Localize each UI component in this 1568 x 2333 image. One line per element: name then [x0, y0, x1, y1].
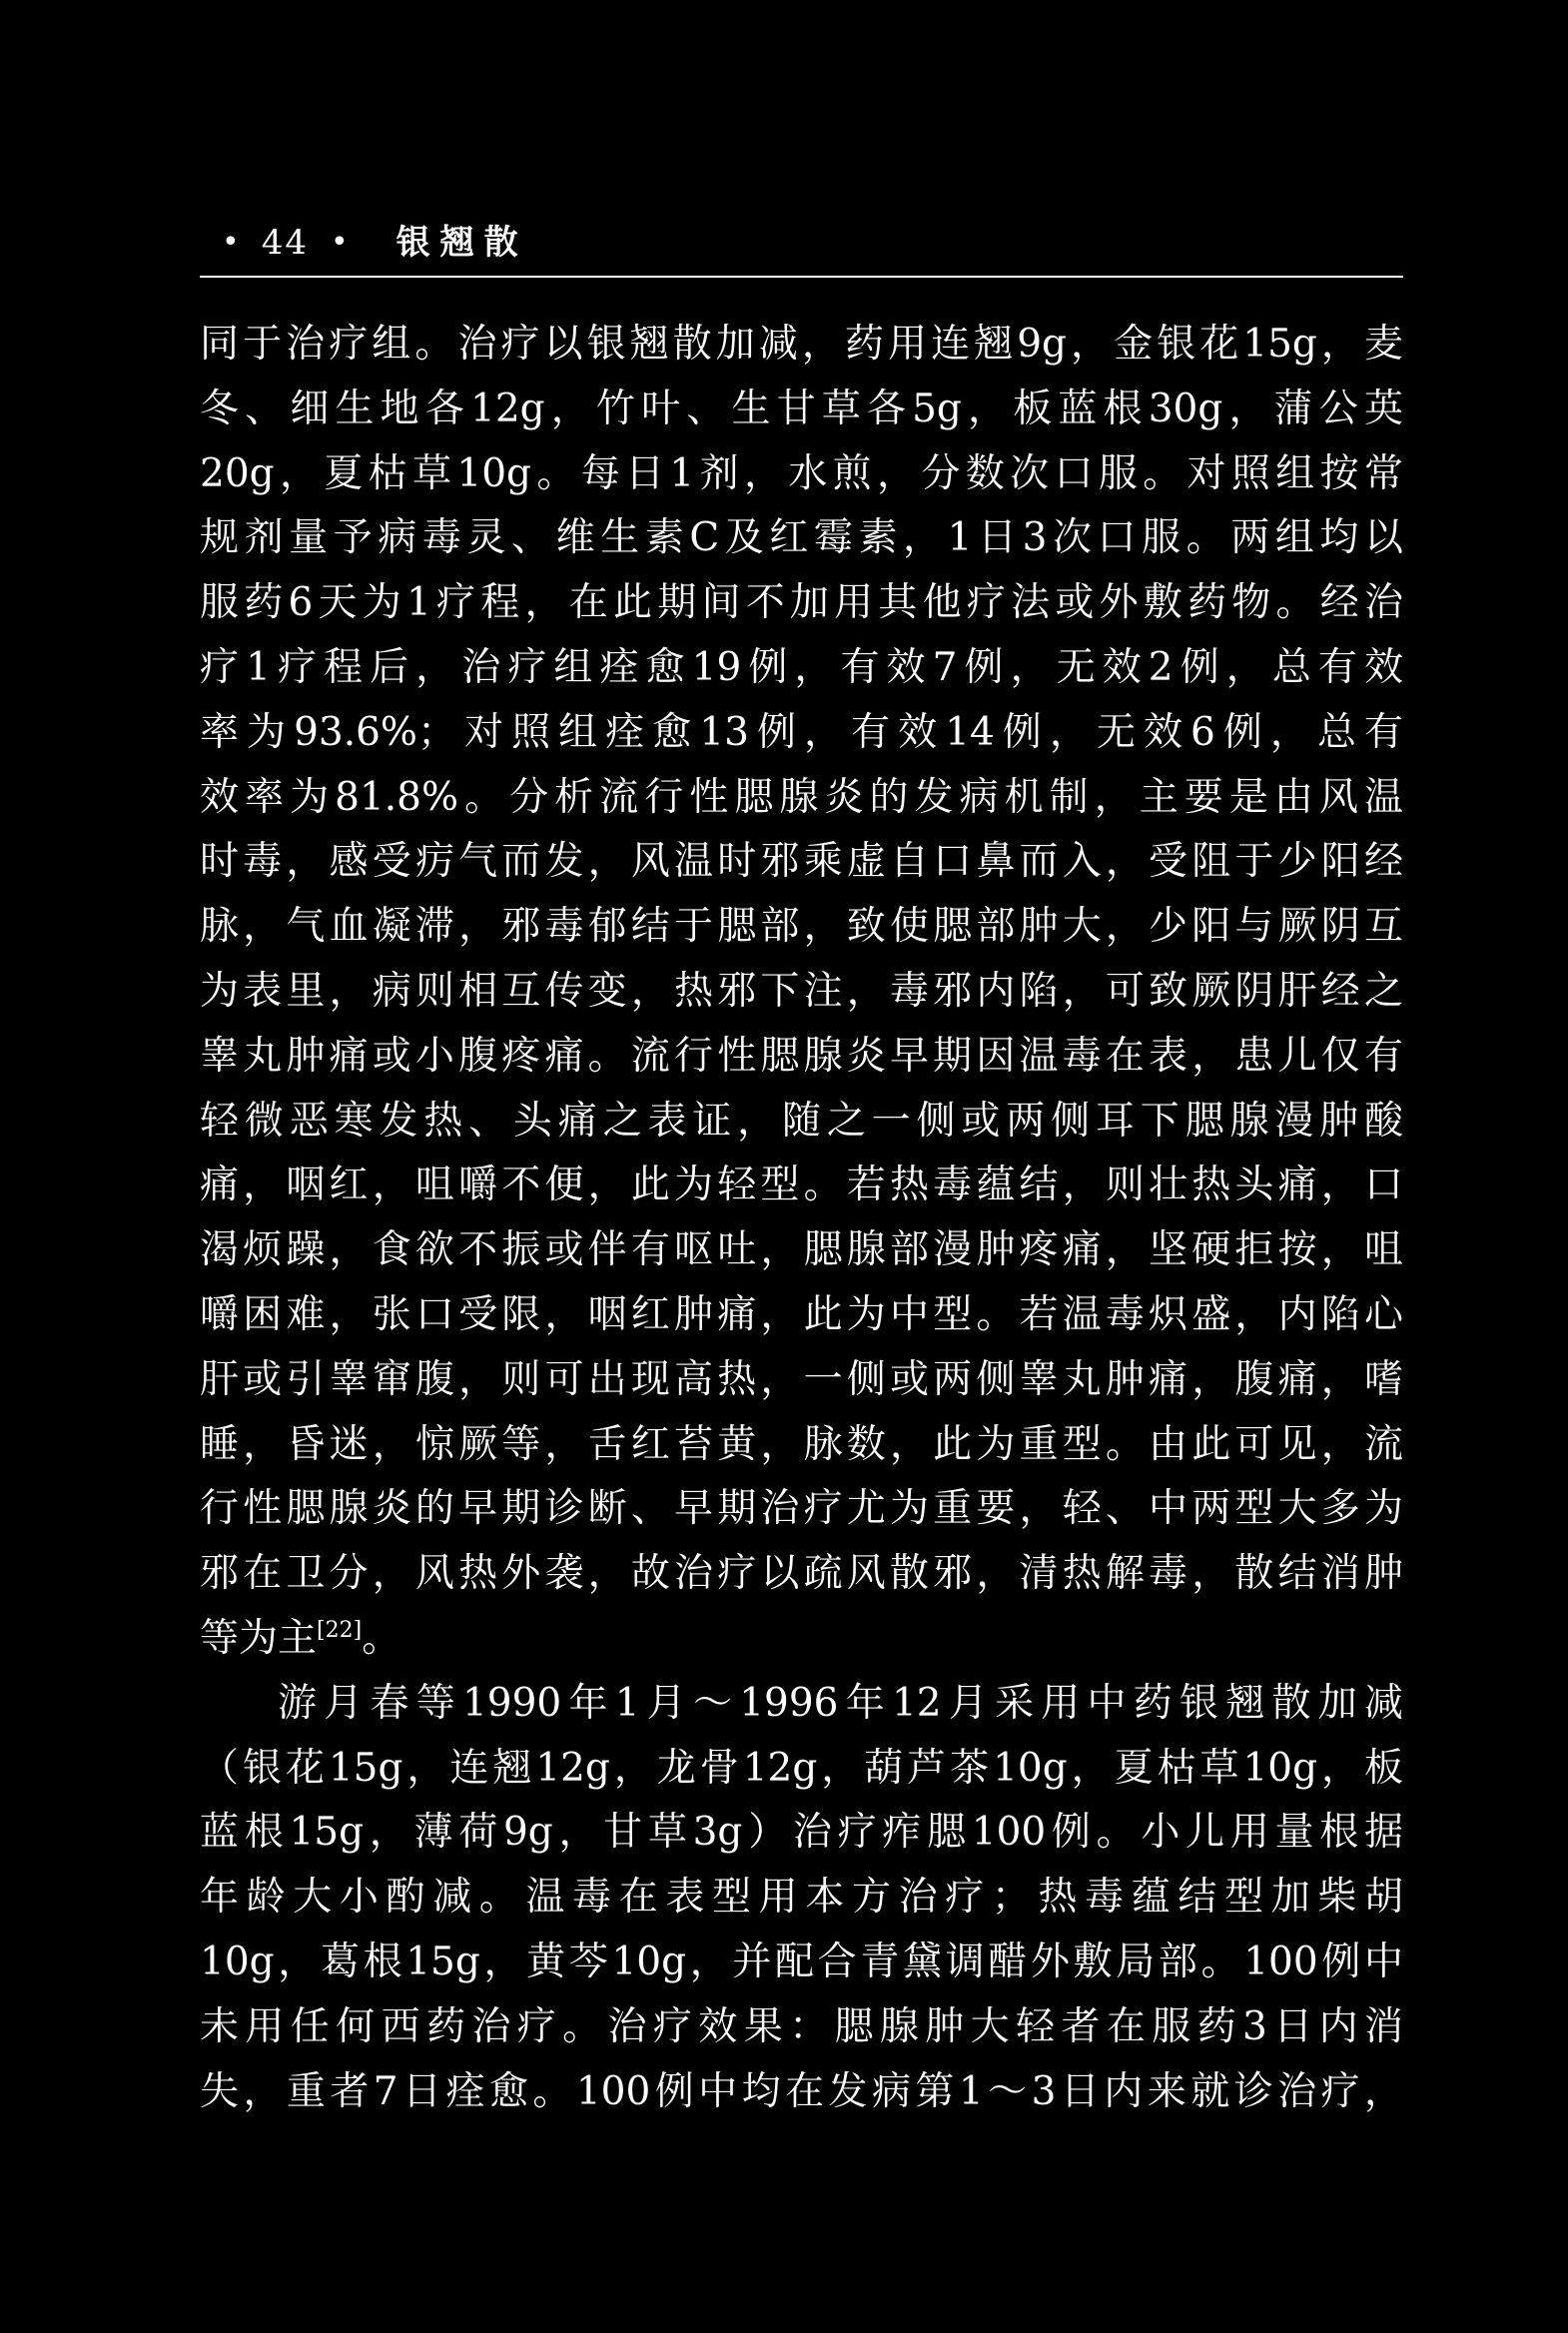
text-line: 嚼困难，张口受限，咽红肿痛，此为中型。若温毒炽盛，内陷心 [200, 1291, 1403, 1337]
text-line: 游月春等1990年1月～1996年12月采用中药银翘散加减 [278, 1680, 1403, 1726]
text-line: 疗1疗程后，治疗组痊愈19例，有效7例，无效2例，总有效 [200, 644, 1403, 690]
text-line: 蓝根15g，薄荷9g，甘草3g）治疗痄腮100例。小儿用量根据 [200, 1810, 1403, 1856]
text-line: 睡，昏迷，惊厥等，舌红苔黄，脉数，此为重型。由此可见，流 [200, 1421, 1403, 1467]
text-line: 时毒，感受疠气而发，风温时邪乘虚自口鼻而入，受阻于少阳经 [200, 839, 1403, 885]
text-line: 邪在卫分，风热外袭，故治疗以疏风散邪，清热解毒，散结消肿 [200, 1551, 1403, 1597]
text-line: （银花15g，连翘12g，龙骨12g，葫芦茶10g，夏枯草10g，板 [200, 1745, 1403, 1791]
book-title: 银翘散 [395, 223, 528, 263]
header-rule [200, 276, 1403, 278]
header-bullet-right: • [330, 225, 349, 260]
text-line: 率为93.6%；对照组痊愈13例，有效14例，无效6例，总有 [200, 709, 1403, 755]
text-line: 冬、细生地各12g，竹叶、生甘草各5g，板蓝根30g，蒲公英 [200, 386, 1403, 431]
text-line: 规剂量予病毒灵、维生素C及红霉素，1日3次口服。两组均以 [200, 515, 1403, 561]
text-line: 轻微恶寒发热、头痛之表证，随之一侧或两侧耳下腮腺漫肿酸 [200, 1098, 1403, 1144]
text-line: 20g，夏枯草10g。每日1剂，水煎，分数次口服。对照组按常 [200, 450, 1403, 496]
body-text [200, 313, 1403, 2124]
text-line: 痛，咽红，咀嚼不便，此为轻型。若热毒蕴结，则壮热头痛，口 [200, 1163, 1403, 1208]
text-line: 未用任何西药治疗。治疗效果：腮腺肿大轻者在服药3日内消 [200, 2003, 1403, 2049]
header-bullet-left: • [222, 225, 240, 260]
text-line: 肝或引睾窜腹，则可出现高热，一侧或两侧睾丸肿痛，腹痛，嗜 [200, 1356, 1403, 1402]
text-line: 睾丸肿痛或小腹疼痛。流行性腮腺炎早期因温毒在表，患儿仅有 [200, 1033, 1403, 1079]
text-line: 效率为81.8%。分析流行性腮腺炎的发病机制，主要是由风温 [200, 774, 1403, 820]
text-line: 行性腮腺炎的早期诊断、早期治疗尤为重要，轻、中两型大多为 [200, 1486, 1403, 1532]
final-line-text: 等为主 [200, 1615, 318, 1661]
text-line: 同于治疗组。治疗以银翘散加减，药用连翘9g，金银花15g，麦 [200, 322, 1403, 367]
page-number: 44 [261, 223, 309, 263]
running-header [200, 210, 1403, 276]
text-line: 年龄大小酌减。温毒在表型用本方治疗；热毒蕴结型加柴胡 [200, 1875, 1403, 1921]
text-line: 为表里，病则相互传变，热邪下注，毒邪内陷，可致厥阴肝经之 [200, 968, 1403, 1014]
citation-reference: [22] [317, 1617, 363, 1643]
paragraph-1 [200, 313, 1403, 1672]
final-line-period: 。 [362, 1615, 401, 1661]
text-line: 渴烦躁，食欲不振或伴有呕吐，腮腺部漫肿疼痛，坚硬拒按，咀 [200, 1227, 1403, 1273]
text-line-final [200, 1607, 1403, 1672]
paragraph-2 [200, 1672, 1403, 2125]
text-line: 脉，气血凝滞，邪毒郁结于腮部，致使腮部肿大，少阳与厥阴互 [200, 904, 1403, 950]
text-line: 失，重者7日痊愈。100例中均在发病第1～3日内来就诊治疗， [200, 2068, 1403, 2114]
text-line: 服药6天为1疗程，在此期间不加用其他疗法或外敷药物。经治 [200, 580, 1403, 626]
text-line: 10g，葛根15g，黄芩10g，并配合青黛调醋外敷局部。100例中 [200, 1939, 1403, 1984]
